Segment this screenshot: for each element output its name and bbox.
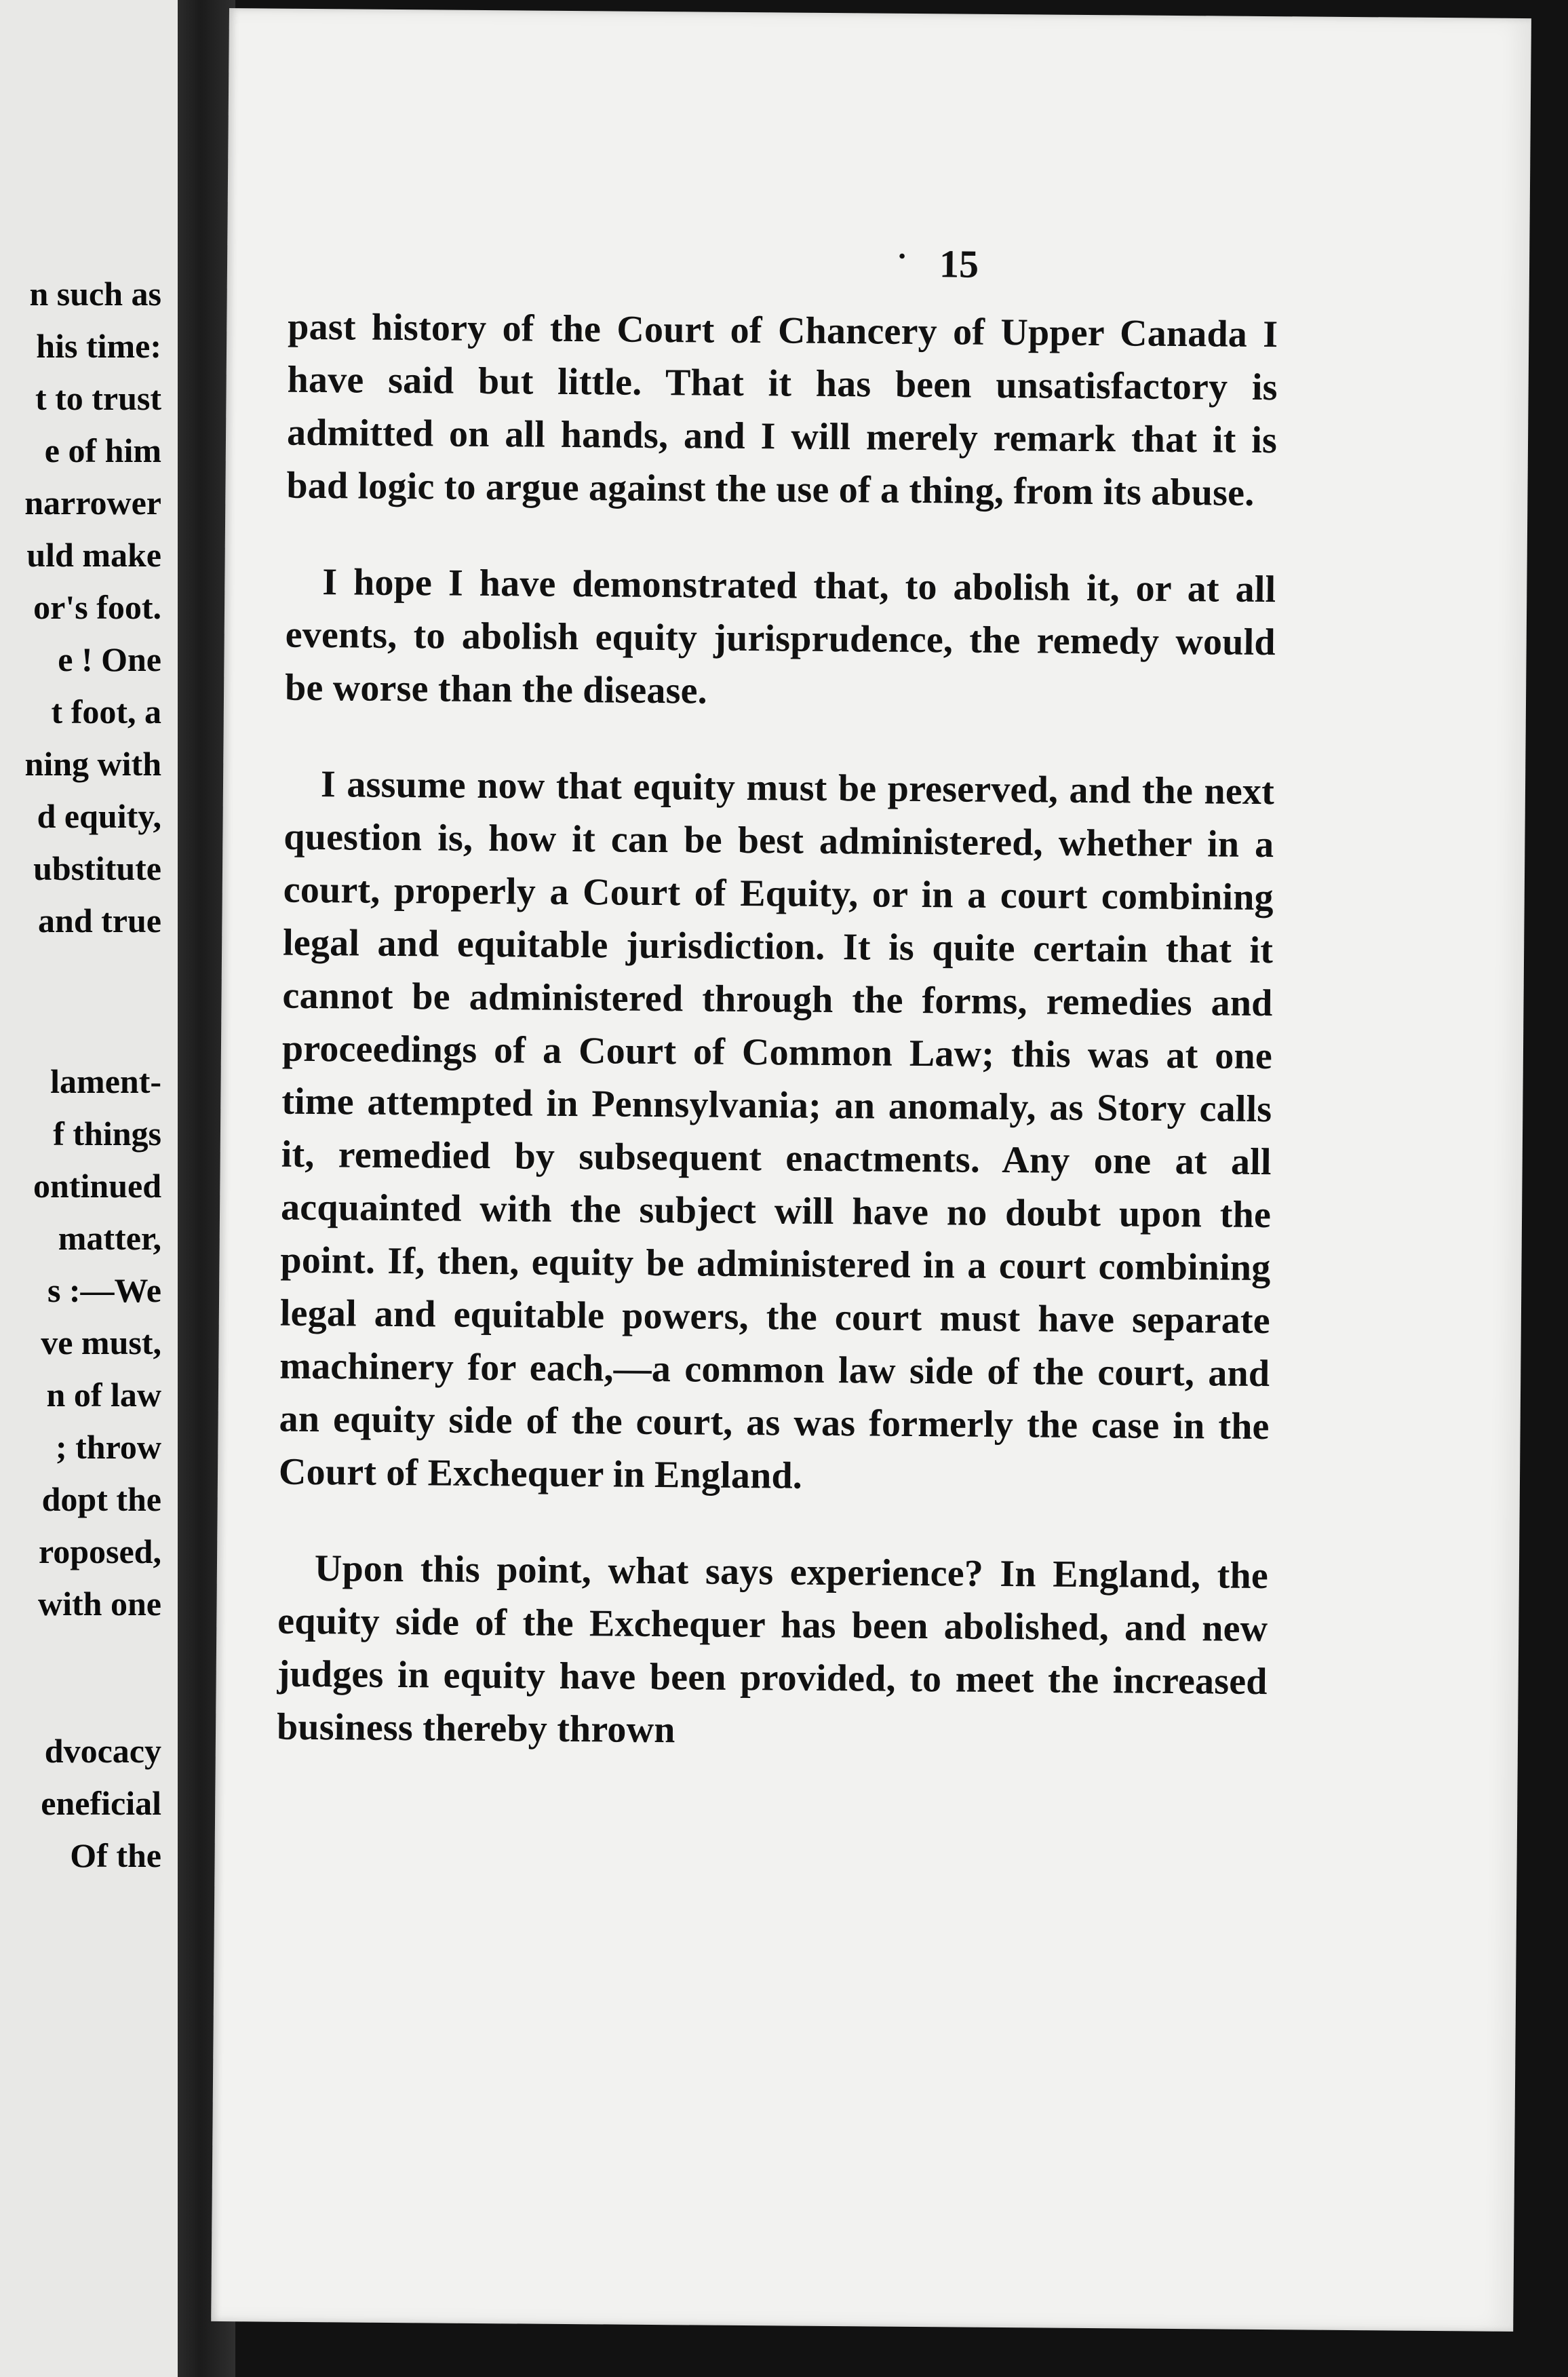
left-line: or's foot.: [33, 588, 161, 626]
left-line: e ! One: [58, 640, 161, 678]
left-line: n such as: [29, 275, 161, 313]
page-body-text: [276, 301, 1278, 1804]
left-line: his time:: [36, 327, 161, 365]
left-line: n of law: [46, 1376, 161, 1414]
left-line: uld make: [26, 536, 161, 574]
paragraph-2: [285, 556, 1276, 722]
paragraph-1: [286, 301, 1278, 520]
left-line: Of the: [70, 1836, 161, 1874]
left-line: ; throw: [55, 1428, 161, 1466]
right-page: [211, 8, 1531, 2332]
left-line: d equity,: [37, 797, 161, 835]
left-line: s :—We: [47, 1271, 161, 1309]
left-line: narrower: [24, 484, 161, 522]
left-line: roposed,: [38, 1532, 161, 1570]
left-line: f things: [53, 1115, 161, 1153]
paragraph-4: [277, 1542, 1268, 1761]
left-line: dvocacy: [44, 1732, 161, 1770]
left-line: matter,: [58, 1219, 161, 1257]
left-page-text: [0, 268, 161, 1882]
left-line: ontinued: [33, 1167, 161, 1205]
left-line: ubstitute: [33, 849, 161, 887]
left-line: t foot, a: [51, 693, 161, 731]
paragraph-text: past history of the Court of Chancery of Upper Canada I have said but little. That it has been unsatisfactory is admitted on all hands, and I will merely remark that it is bad logic to argue against the use of a thing, from its abuse.: [286, 305, 1278, 514]
paragraph-text: I hope I have demonstrated that, to abolish it, or at all events, to abolish equity jurisprudence, the remedy would be worse than the disease.: [284, 561, 1276, 712]
left-line: ning with: [24, 745, 161, 783]
left-line: t to trust: [35, 379, 161, 417]
paragraph-text: I assume now that equity must be preserved, and the next question is, how it can be best administered, whether in a court, properly a Court of Equity, or in a court combining legal and equitable jurisdiction. It is quite certain that it cannot be administered through the forms, remedies and proceedings of a Court of Common Law; this was at one time attempted in Pennsylvania; an anomaly, as Story calls it, remedied by subsequent enactments. Any one at all acquainted with the subject will have no doubt upon the point. If, then, equity be administered in a court combining legal and equitable powers, the court must have separate machinery for each,—a common law side of the court, and an equity side of the court, as was formerly the case in the Court of Exchequer in England.: [278, 763, 1275, 1497]
paragraph-3: [279, 758, 1275, 1506]
left-line: with one: [38, 1585, 161, 1623]
paragraph-text: Upon this point, what says experience? In England, the equity side of the Exchequer has been abolished, and new judges in equity have been provided, to meet the increased business thereby thrown: [276, 1547, 1269, 1752]
left-line: e of him: [44, 431, 161, 469]
left-line: and true: [38, 902, 161, 940]
left-line: dopt the: [41, 1480, 161, 1518]
left-line: eneficial: [41, 1784, 161, 1822]
left-line: ve must,: [41, 1323, 161, 1361]
left-line: lament-: [50, 1062, 161, 1100]
page-number: • 15: [939, 241, 979, 286]
